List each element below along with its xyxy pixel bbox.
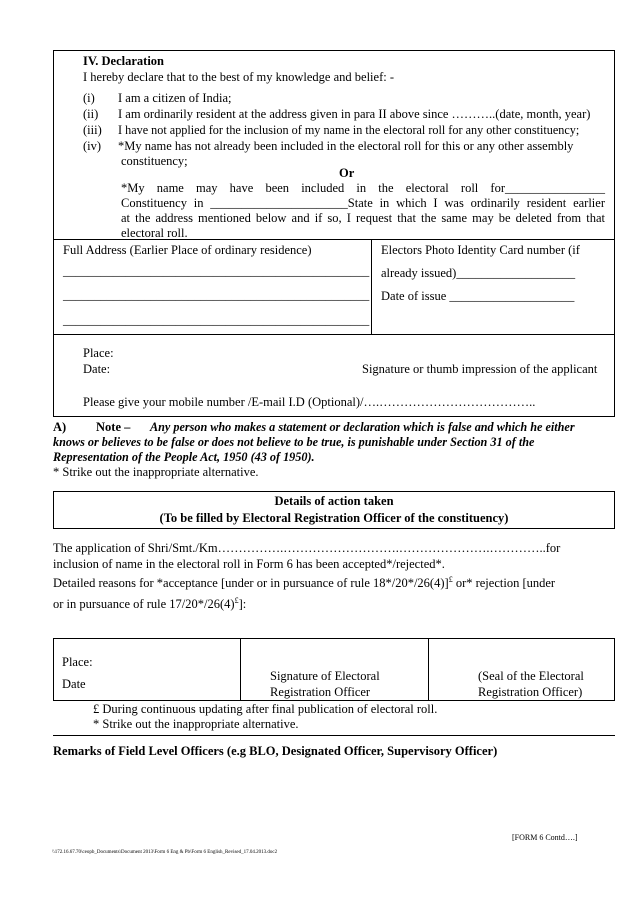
ero-place-label: Place: — [62, 655, 93, 669]
declaration-item-text: *My name has not already been included in the electoral roll for this or any other assembly — [118, 139, 574, 153]
ero-date-label: Date — [62, 677, 86, 691]
address-field[interactable]: _________________________________________________ — [63, 313, 370, 327]
action-title: Details of action taken — [274, 494, 394, 508]
reasons-line — [53, 596, 246, 612]
or-label: Or — [339, 166, 355, 180]
note-label: A) — [53, 420, 67, 434]
declaration-intro: I hereby declare that to the best of my knowledge and belief: - — [83, 70, 394, 84]
ero-table-divider — [240, 638, 241, 701]
pound-mark: £ — [448, 575, 453, 584]
application-line: The application of Shri/Smt./Km…………….……………………….………………….…………..for — [53, 541, 561, 555]
alt-declaration-line: at the address mentioned below and if so, I request that the same may be deleted from that — [121, 211, 605, 225]
declaration-item-num: (ii) — [83, 107, 99, 121]
remarks-heading: Remarks of Field Level Officers (e.g BLO, Designated Officer, Supervisory Officer) — [53, 744, 498, 758]
pound-mark: £ — [234, 596, 239, 605]
action-subtitle: (To be filled by Electoral Registration Officer of the constituency) — [159, 511, 509, 525]
reasons-line — [53, 575, 555, 591]
declaration-item-num: (iii) — [83, 123, 102, 137]
date-label: Date: — [83, 362, 111, 376]
place-label: Place: — [83, 346, 114, 360]
declaration-item-num: (i) — [83, 91, 95, 105]
form-contd-label: [FORM 6 Contd….] — [512, 833, 578, 842]
declaration-item-text: I am a citizen of India; — [118, 91, 232, 105]
ero-table-divider — [428, 638, 429, 701]
ero-signature-label: Signature of Electoral — [270, 669, 380, 683]
alt-declaration-line: *My name may have been included in the electoral roll for________________ — [121, 181, 605, 195]
declaration-item-text: constituency; — [121, 154, 188, 168]
note-title: Note – — [96, 420, 131, 434]
note-text: knows or believes to be false or does not believe to be true, is punishable under Section 31 of the — [53, 435, 535, 449]
reasons-text: ]: — [238, 597, 247, 612]
footnote: * Strike out the inappropriate alternative. — [93, 717, 299, 731]
ero-seal-label: Registration Officer) — [478, 685, 583, 699]
address-field[interactable]: _________________________________________________ — [63, 264, 370, 278]
applicant-signature-label: Signature or thumb impression of the applicant — [362, 362, 598, 376]
mobile-email-field[interactable]: Please give your mobile number /E-mail I.D (Optional)/….……………………………….. — [83, 395, 536, 409]
remarks-divider — [53, 735, 615, 736]
address-epic-divider — [371, 240, 372, 335]
footnote: £ During continuous updating after final publication of electoral roll. — [93, 702, 438, 716]
epic-number-field[interactable]: already issued)___________________ — [381, 266, 576, 280]
reasons-text: or in pursuance of rule 17/20*/26(4) — [53, 597, 235, 612]
epic-label: Electors Photo Identity Card number (if — [381, 243, 580, 257]
alt-declaration-line: electoral roll. — [121, 226, 188, 240]
application-line: inclusion of name in the electoral roll in Form 6 has been accepted*/rejected*. — [53, 557, 445, 571]
note-text: Any person who makes a statement or declaration which is false and which he either — [150, 420, 575, 434]
declaration-item-text: I am ordinarily resident at the address given in para II above since ………..(date, month, year) — [118, 107, 591, 121]
date-of-issue-field[interactable]: Date of issue ____________________ — [381, 289, 575, 303]
address-label: Full Address (Earlier Place of ordinary residence) — [63, 243, 312, 257]
declaration-item-num: (iv) — [83, 139, 102, 153]
address-field[interactable]: _________________________________________________ — [63, 288, 370, 302]
declaration-item-text: I have not applied for the inclusion of my name in the electoral roll for any other constituency; — [118, 123, 580, 137]
file-path: \\172.16.67.70\ceopb_Documents\Document 2013\Form 6 Eng & Pb\Form 6 English_Revised_17.04.2013.doc2 — [52, 850, 278, 855]
reasons-text: or* rejection [under — [452, 576, 556, 591]
declaration-heading: IV. Declaration — [83, 54, 165, 68]
ero-signature-label: Registration Officer — [270, 685, 371, 699]
reasons-text: Detailed reasons for *acceptance [under or in pursuance of rule 18*/20*/26(4)] — [53, 576, 449, 591]
strike-note: * Strike out the inappropriate alternative. — [53, 465, 259, 479]
alt-declaration-line: Constituency in ______________________State in which I was ordinarily resident earlier — [121, 196, 605, 210]
note-text: Representation of the People Act, 1950 (43 of 1950). — [53, 450, 315, 464]
ero-seal-label: (Seal of the Electoral — [478, 669, 584, 683]
